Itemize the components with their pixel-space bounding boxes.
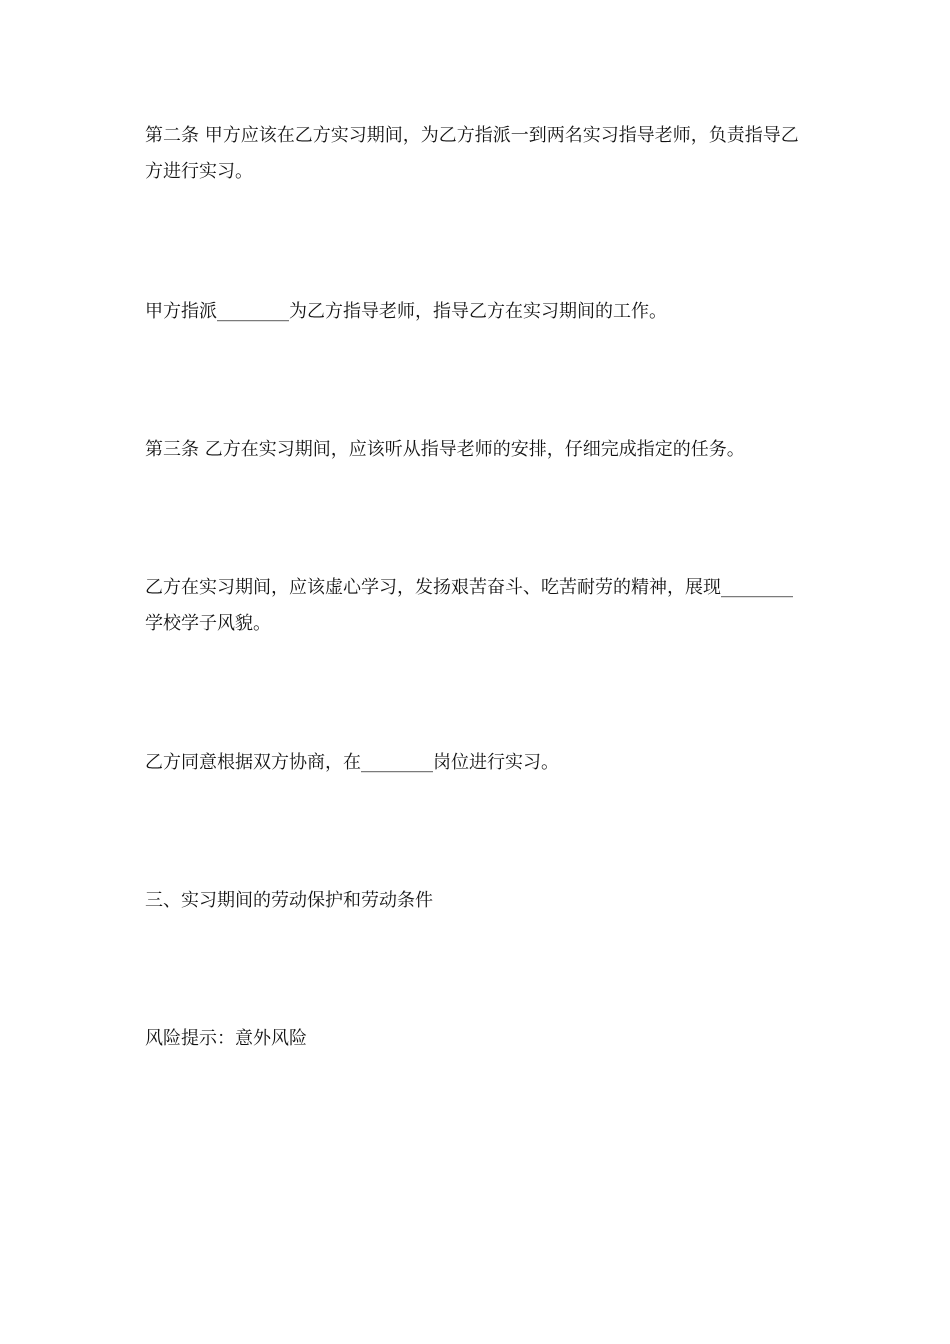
instructor-assignment-paragraph: 甲方指派________为乙方指导老师，指导乙方在实习期间的工作。 — [145, 301, 667, 322]
position-paragraph: 乙方同意根据双方协商，在________岗位进行实习。 — [145, 752, 559, 773]
conduct-paragraph: 乙方在实习期间，应该虚心学习，发扬艰苦奋斗、吃苦耐劳的精神，展现________学校学子风貌。 — [145, 577, 793, 634]
section-heading: 三、实习期间的劳动保护和劳动条件 — [145, 890, 433, 911]
clause-3-paragraph: 第三条 乙方在实习期间，应该听从指导老师的安排，仔细完成指定的任务。 — [145, 439, 745, 460]
clause-2-paragraph: 第二条 甲方应该在乙方实习期间，为乙方指派一到两名实习指导老师，负责指导乙方进行实习。 — [145, 125, 799, 182]
risk-notice: 风险提示：意外风险 — [145, 1028, 307, 1049]
